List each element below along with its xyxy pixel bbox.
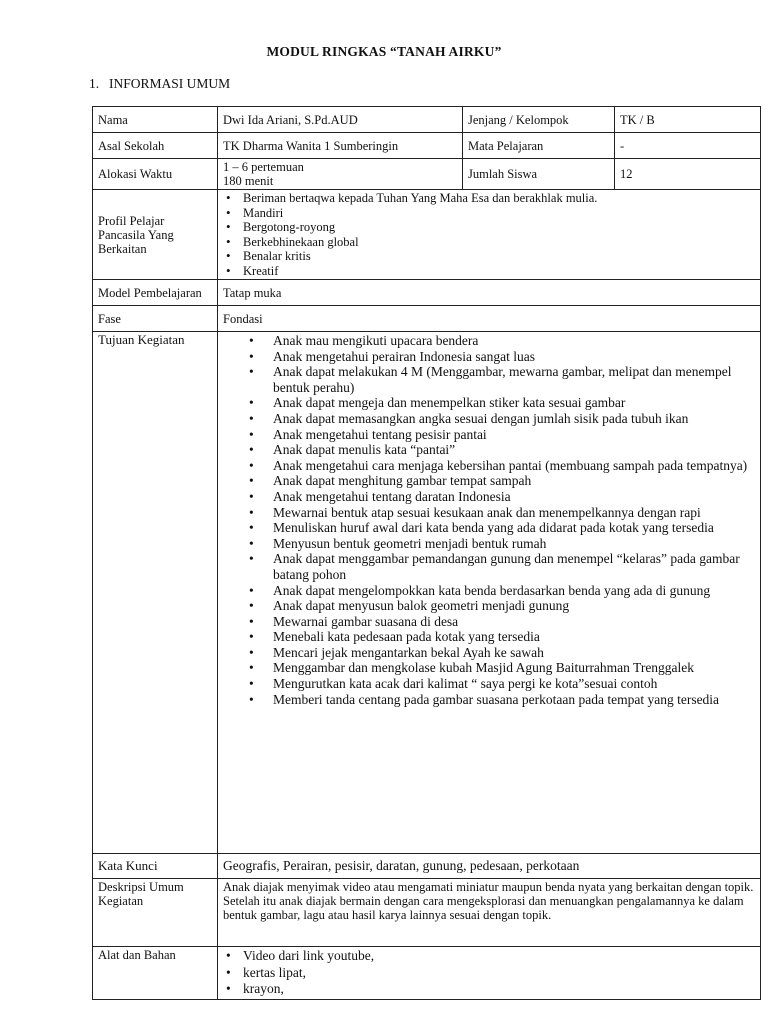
tujuan-item: • Mengurutkan kata acak dari kalimat “ saya pergi ke kota”sesuai contoh bbox=[273, 676, 755, 692]
alat-list bbox=[223, 948, 755, 998]
tujuan-item: • Anak mengetahui tentang pesisir pantai bbox=[273, 427, 755, 443]
alat-label: Alat dan Bahan bbox=[93, 947, 218, 1000]
kunci-label: Kata Kunci bbox=[93, 854, 218, 879]
row-tujuan bbox=[93, 332, 761, 854]
tujuan-item: • Menggambar dan mengkolase kubah Masjid Agung Baiturrahman Trenggalek bbox=[273, 660, 755, 676]
nama-label: Nama bbox=[93, 107, 218, 133]
alokasi-line-1: 1 – 6 pertemuan bbox=[223, 160, 304, 174]
tujuan-list bbox=[223, 333, 755, 707]
row-alat bbox=[93, 947, 761, 1000]
section-title: INFORMASI UMUM bbox=[109, 76, 231, 91]
tujuan-item: • Menyusun bentuk geometri menjadi bentuk rumah bbox=[273, 536, 755, 552]
section-number: 1. bbox=[89, 76, 100, 91]
profil-item: • Bergotong-royong bbox=[243, 220, 755, 235]
tujuan-item: • Anak dapat menyusun balok geometri menjadi gunung bbox=[273, 598, 755, 614]
profil-value bbox=[218, 190, 761, 280]
row-sekolah bbox=[93, 133, 761, 159]
row-deskripsi bbox=[93, 879, 761, 947]
tujuan-item: • Menuliskan huruf awal dari kata benda yang ada didarat pada kotak yang tersedia bbox=[273, 520, 755, 536]
row-kunci bbox=[93, 854, 761, 879]
document-title: MODUL RINGKAS “TANAH AIRKU” bbox=[266, 44, 502, 59]
tujuan-item: • Mencari jejak mengantarkan bekal Ayah ke sawah bbox=[273, 645, 755, 661]
tujuan-item: • Anak mengetahui cara menjaga kebersihan pantai (membuang sampah pada tempatnya) bbox=[273, 458, 755, 474]
tujuan-item: • Anak mengetahui tentang daratan Indonesia bbox=[273, 489, 755, 505]
profil-item: • Beriman bertaqwa kepada Tuhan Yang Maha Esa dan berakhlak mulia. bbox=[243, 191, 755, 206]
jumlah-value: 12 bbox=[615, 159, 761, 190]
profil-item: • Kreatif bbox=[243, 264, 755, 279]
kunci-value: Geografis, Perairan, pesisir, daratan, gunung, pedesaan, perkotaan bbox=[218, 854, 761, 879]
tujuan-item: • Anak dapat mengeja dan menempelkan stiker kata sesuai gambar bbox=[273, 395, 755, 411]
tujuan-item: • Anak dapat mengelompokkan kata benda berdasarkan benda yang ada di gunung bbox=[273, 583, 755, 599]
jenjang-value: TK / B bbox=[615, 107, 761, 133]
row-nama bbox=[93, 107, 761, 133]
sekolah-label: Asal Sekolah bbox=[93, 133, 218, 159]
profil-item: • Mandiri bbox=[243, 206, 755, 221]
tujuan-item: • Mewarnai gambar suasana di desa bbox=[273, 614, 755, 630]
tujuan-item: • Anak mau mengikuti upacara bendera bbox=[273, 333, 755, 349]
tujuan-item: • Anak dapat melakukan 4 M (Menggambar, mewarna gambar, melipat dan menempel bentuk perahu) bbox=[273, 364, 755, 395]
row-fase bbox=[93, 306, 761, 332]
info-table bbox=[92, 106, 761, 1000]
profil-item: • Benalar kritis bbox=[243, 249, 755, 264]
profil-list bbox=[223, 191, 755, 278]
alokasi-value bbox=[218, 159, 463, 190]
alat-item: • krayon, bbox=[243, 981, 755, 998]
tujuan-item: • Anak dapat menggambar pemandangan gunung dan menempel “kelaras” pada gambar batang pohon bbox=[273, 551, 755, 582]
tujuan-label: Tujuan Kegiatan bbox=[93, 332, 218, 854]
section-heading bbox=[89, 76, 230, 92]
tujuan-item: • Anak dapat menulis kata “pantai” bbox=[273, 442, 755, 458]
jumlah-label: Jumlah Siswa bbox=[463, 159, 615, 190]
nama-value: Dwi Ida Ariani, S.Pd.AUD bbox=[218, 107, 463, 133]
alokasi-label: Alokasi Waktu bbox=[93, 159, 218, 190]
sekolah-value: TK Dharma Wanita 1 Sumberingin bbox=[218, 133, 463, 159]
deskripsi-paragraph-2: Setelah itu anak diajak bermain dengan cara mengeksplorasi dan menuangkan pengalamannya ke dalam bentuk gambar, lagu atau hasil karya lainnya sesuai dengan topik. bbox=[223, 894, 744, 922]
fase-value: Fondasi bbox=[218, 306, 761, 332]
mapel-value: - bbox=[615, 133, 761, 159]
deskripsi-label: Deskripsi Umum Kegiatan bbox=[93, 879, 218, 947]
jenjang-label: Jenjang / Kelompok bbox=[463, 107, 615, 133]
model-value: Tatap muka bbox=[218, 280, 761, 306]
tujuan-item: • Anak dapat menghitung gambar tempat sampah bbox=[273, 473, 755, 489]
tujuan-value bbox=[218, 332, 761, 854]
fase-label: Fase bbox=[93, 306, 218, 332]
deskripsi-value bbox=[218, 879, 761, 947]
row-alokasi bbox=[93, 159, 761, 190]
deskripsi-paragraph-1: Anak diajak menyimak video atau mengamati miniatur maupun benda nyata yang berkaitan dengan topik. bbox=[223, 880, 754, 894]
row-model bbox=[93, 280, 761, 306]
profil-label: Profil Pelajar Pancasila Yang Berkaitan bbox=[93, 190, 218, 280]
tujuan-item: • Anak dapat memasangkan angka sesuai dengan jumlah sisik pada tubuh ikan bbox=[273, 411, 755, 427]
tujuan-item: • Menebali kata pedesaan pada kotak yang tersedia bbox=[273, 629, 755, 645]
profil-item: • Berkebhinekaan global bbox=[243, 235, 755, 250]
alat-item: • kertas lipat, bbox=[243, 965, 755, 982]
alokasi-line-2: 180 menit bbox=[223, 174, 274, 188]
alat-value bbox=[218, 947, 761, 1000]
alat-item: • Video dari link youtube, bbox=[243, 948, 755, 965]
model-label: Model Pembelajaran bbox=[93, 280, 218, 306]
tujuan-item: • Mewarnai bentuk atap sesuai kesukaan anak dan menempelkannya dengan rapi bbox=[273, 505, 755, 521]
tujuan-item: • Anak mengetahui perairan Indonesia sangat luas bbox=[273, 349, 755, 365]
mapel-label: Mata Pelajaran bbox=[463, 133, 615, 159]
tujuan-item: • Memberi tanda centang pada gambar suasana perkotaan pada tempat yang tersedia bbox=[273, 692, 755, 708]
row-profil bbox=[93, 190, 761, 280]
